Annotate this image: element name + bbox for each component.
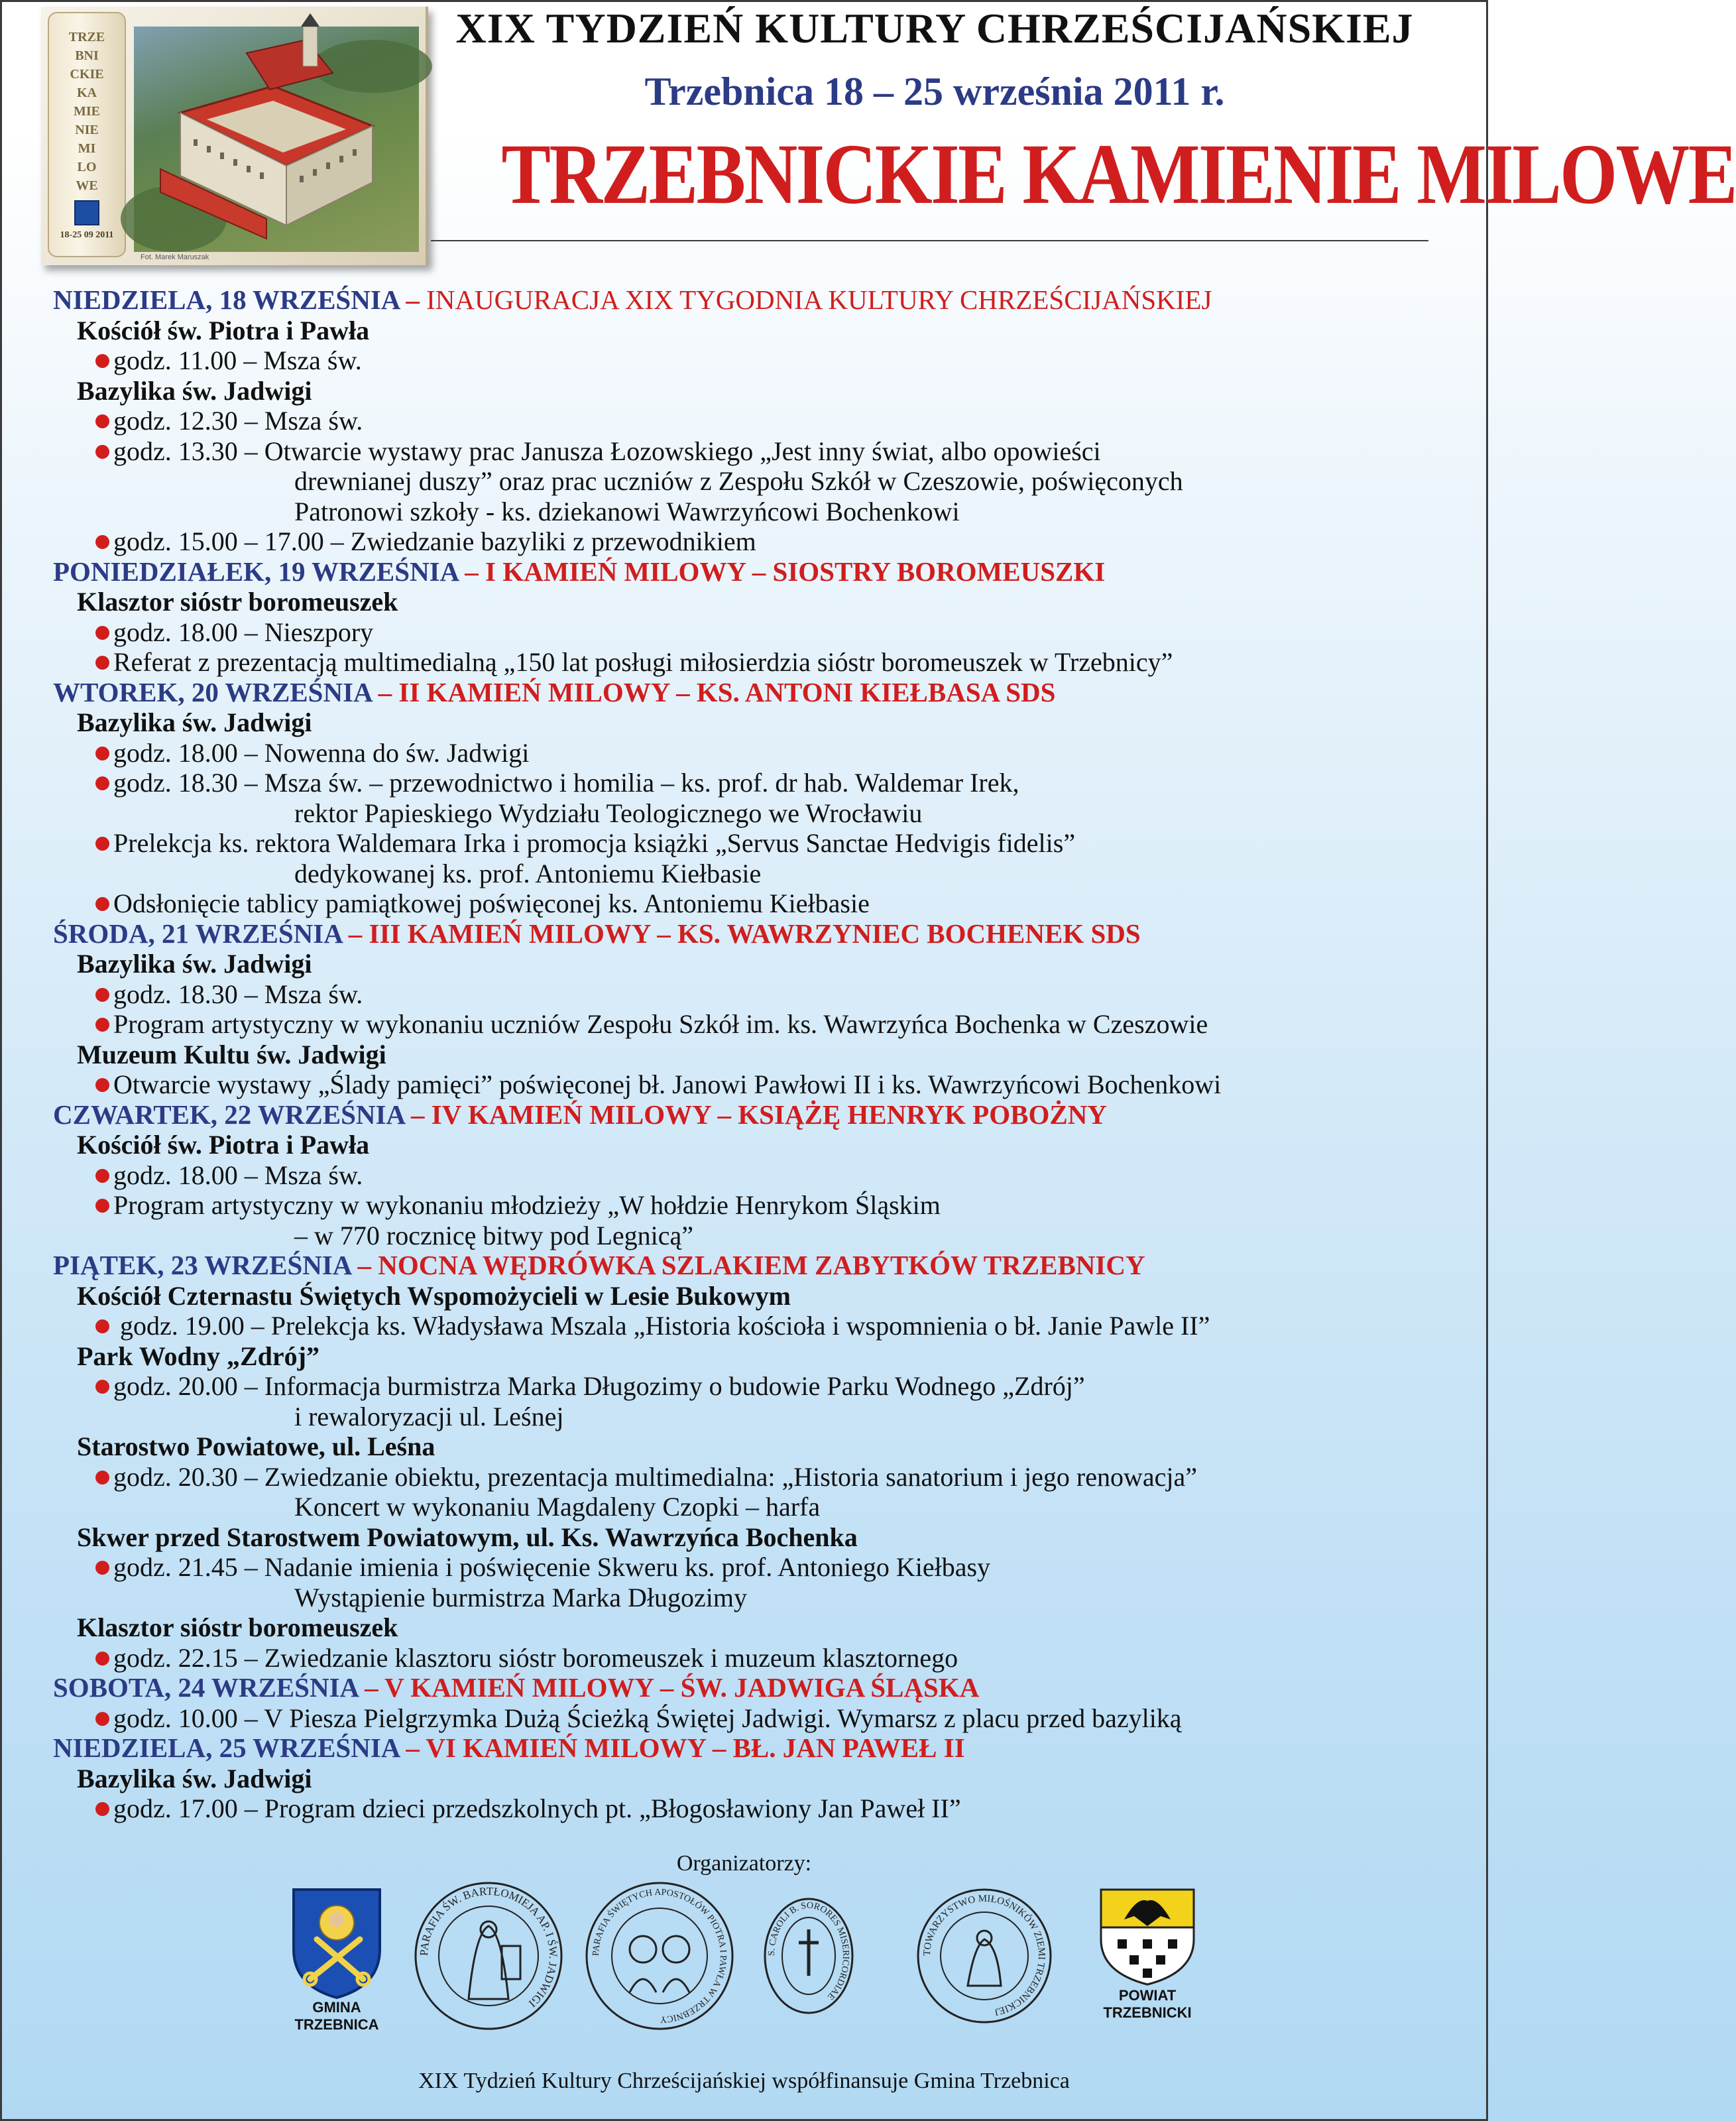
program-item bbox=[53, 979, 1458, 1010]
sorores-seal bbox=[762, 1896, 855, 2019]
program-item bbox=[53, 345, 1458, 376]
program-item-text: godz. 20.30 – Zwiedzanie obiektu, prezentacja multimedialna: „Historia sanatorium i jego renowacja” bbox=[113, 1461, 1197, 1492]
program-item-text: godz. 18.00 – Nowenna do św. Jadwigi bbox=[113, 737, 530, 768]
seal-icon bbox=[583, 1880, 736, 2032]
program-item-text: Program artystyczny w wykonaniu młodzieży „W hołdzie Henrykom Śląskim bbox=[113, 1190, 941, 1220]
program-item bbox=[53, 1160, 1458, 1191]
bullet-icon bbox=[95, 1652, 109, 1666]
day-theme: NOCNA WĘDRÓWKA SZLAKIEM ZABYTKÓW TRZEBNICY bbox=[378, 1250, 1145, 1280]
program-item-continuation: Koncert w wykonaniu Magdaleny Czopki – harfa bbox=[294, 1492, 821, 1522]
program-item bbox=[53, 617, 1458, 648]
scroll-line: CKIE bbox=[70, 67, 104, 82]
day-separator: – bbox=[371, 676, 399, 707]
program-item-text: godz. 13.30 – Otwarcie wystawy prac Janusza Łozowskiego „Jest inny świat, albo opowieści bbox=[113, 436, 1101, 466]
program-day-header bbox=[53, 1733, 1458, 1764]
day-date: NIEDZIELA, 25 WRZEŚNIA bbox=[53, 1732, 400, 1763]
scroll-line: TRZE bbox=[68, 30, 105, 44]
program-item-text: godz. 10.00 – V Piesza Pielgrzymka Dużą Ścieżką Świętej Jadwigi. Wymarsz z placu przed bazyliką bbox=[113, 1703, 1182, 1733]
header-divider bbox=[431, 240, 1428, 241]
seal-icon bbox=[915, 1886, 1054, 2026]
coat-of-arms-icon bbox=[290, 1886, 383, 1999]
gmina-label-line: TRZEBNICA bbox=[294, 2016, 379, 2033]
program-item-text: godz. 15.00 – 17.00 – Zwiedzanie bazyliki z przewodnikiem bbox=[113, 526, 756, 556]
parafia-piotra-pawla-seal bbox=[583, 1880, 736, 2035]
bullet-icon bbox=[95, 1471, 109, 1485]
bullet-icon bbox=[95, 837, 109, 851]
program-venue: Kościół św. Piotra i Pawła bbox=[77, 1130, 370, 1160]
program-day-header bbox=[53, 1673, 1458, 1703]
program-venue: Muzeum Kultu św. Jadwigi bbox=[77, 1039, 386, 1069]
day-separator: – bbox=[351, 1250, 378, 1280]
day-theme: II KAMIEŃ MILOWY – KS. ANTONI KIEŁBASA SDS bbox=[398, 676, 1056, 707]
program-day-header bbox=[53, 919, 1458, 949]
svg-text:PARAFIA ŚWIĘTYCH APOSTOŁÓW PIO: PARAFIA ŚWIĘTYCH APOSTOŁÓW PIOTRA I PAWŁA W TRZEBNICY bbox=[591, 1887, 728, 2025]
program-item bbox=[53, 526, 1458, 557]
program-day-header bbox=[53, 1100, 1458, 1130]
gmina-label bbox=[277, 1999, 396, 2033]
program-item bbox=[53, 1793, 1458, 1824]
day-date: PONIEDZIAŁEK, 19 WRZEŚNIA bbox=[53, 556, 458, 587]
day-theme: VI KAMIEŃ MILOWY – BŁ. JAN PAWEŁ II bbox=[426, 1732, 965, 1763]
program-item bbox=[53, 1462, 1458, 1492]
svg-text:S. CAROLI B. SORORES MISERICOR: S. CAROLI B. SORORES MISERICORDIAE bbox=[766, 1900, 851, 2002]
bullet-icon bbox=[95, 1380, 109, 1394]
day-theme: V KAMIEŃ MILOWY – ŚW. JADWIGA ŚLĄSKA bbox=[384, 1672, 980, 1703]
day-separator: – bbox=[399, 284, 427, 315]
powiat-trzebnicki-logo bbox=[1098, 1886, 1197, 1989]
towarzystwo-seal bbox=[915, 1886, 1054, 2029]
program-item bbox=[53, 647, 1458, 678]
program-item bbox=[53, 1190, 1458, 1221]
program-item bbox=[53, 768, 1458, 798]
program-venue: Park Wodny „Zdrój” bbox=[77, 1341, 319, 1371]
program-venue: Bazylika św. Jadwigi bbox=[77, 949, 312, 979]
bullet-icon bbox=[95, 1319, 109, 1333]
day-theme: INAUGURACJA XIX TYGODNIA KULTURY CHRZEŚCIJAŃSKIEJ bbox=[426, 284, 1212, 315]
day-separator: – bbox=[357, 1672, 385, 1703]
program-venue: Starostwo Powiatowe, ul. Leśna bbox=[77, 1431, 435, 1461]
program-day-header bbox=[53, 678, 1458, 708]
powiat-label-line: POWIAT bbox=[1118, 1987, 1177, 2004]
scroll-line: BNI bbox=[75, 48, 99, 63]
event-title: XIX TYDZIEŃ KULTURY CHRZEŚCIJAŃSKIEJ bbox=[455, 5, 1414, 52]
program-item bbox=[53, 1009, 1458, 1040]
day-theme: IV KAMIEŃ MILOWY – KSIĄŻĘ HENRYK POBOŻNY bbox=[431, 1099, 1107, 1130]
bullet-icon bbox=[95, 988, 109, 1002]
program-item bbox=[53, 1552, 1458, 1583]
program-item-text: godz. 18.00 – Nieszpory bbox=[113, 617, 374, 647]
program-item-text: godz. 22.15 – Zwiedzanie klasztoru sióstr boromeuszek i muzeum klasztornego bbox=[113, 1642, 958, 1673]
program-item bbox=[53, 406, 1458, 436]
program-item-continuation: Wystąpienie burmistrza Marka Długozimy bbox=[294, 1582, 747, 1612]
program-item bbox=[53, 888, 1458, 919]
bullet-icon bbox=[95, 1561, 109, 1575]
day-date: CZWARTEK, 22 WRZEŚNIA bbox=[53, 1099, 404, 1130]
parafia-jadwigi-seal bbox=[412, 1880, 565, 2035]
program-day-header bbox=[53, 1250, 1458, 1281]
day-separator: – bbox=[457, 556, 485, 587]
organizers-logos bbox=[0, 1886, 1488, 2045]
scroll-line: MIE bbox=[74, 104, 100, 119]
program-day-header bbox=[53, 285, 1458, 316]
program-item-text: Referat z prezentacją multimedialną „150 lat posługi miłosierdzia sióstr boromeuszek w Trzebnicy” bbox=[113, 647, 1173, 677]
program-item bbox=[53, 828, 1458, 859]
program-venue: Kościół św. Piotra i Pawła bbox=[77, 315, 370, 345]
flag-icon bbox=[74, 200, 99, 225]
program-item bbox=[53, 738, 1458, 768]
organizers-label: Organizatorzy: bbox=[676, 1851, 812, 1876]
seal-icon bbox=[412, 1880, 565, 2032]
scroll-logo bbox=[48, 12, 126, 257]
program-item-continuation: Patronowi szkoły - ks. dziekanowi Wawrzyńcowi Bochenkowi bbox=[294, 496, 960, 526]
bullet-icon bbox=[95, 1199, 109, 1213]
program-item-text: godz. 11.00 – Msza św. bbox=[113, 345, 362, 375]
day-date: SOBOTA, 24 WRZEŚNIA bbox=[53, 1672, 358, 1703]
footer-note: XIX Tydzień Kultury Chrześcijańskiej współfinansuje Gmina Trzebnica bbox=[418, 2069, 1070, 2093]
day-date: WTOREK, 20 WRZEŚNIA bbox=[53, 676, 372, 707]
event-dates: Trzebnica 18 – 25 września 2011 r. bbox=[644, 70, 1225, 113]
program-item-text: godz. 19.00 – Prelekcja ks. Władysława Mszala „Historia kościoła i wspomnienia o bł. Janie Pawle II” bbox=[113, 1311, 1210, 1341]
program-item-continuation: i rewaloryzacji ul. Leśnej bbox=[294, 1401, 564, 1431]
bullet-icon bbox=[95, 1018, 109, 1032]
bullet-icon bbox=[95, 445, 109, 459]
program-item-text: Odsłonięcie tablicy pamiątkowej poświęconej ks. Antoniemu Kiełbasie bbox=[113, 888, 870, 918]
program-item-text: godz. 12.30 – Msza św. bbox=[113, 406, 363, 436]
program-item-text: Prelekcja ks. rektora Waldemara Irka i promocja książki „Servus Sanctae Hedvigis fidelis” bbox=[113, 828, 1076, 858]
bullet-icon bbox=[95, 897, 109, 911]
program-venue: Klasztor sióstr boromeuszek bbox=[77, 587, 398, 617]
program-item-text: godz. 17.00 – Program dzieci przedszkolnych pt. „Błogosławiony Jan Paweł II” bbox=[113, 1793, 961, 1823]
header-emblem bbox=[41, 7, 428, 265]
bullet-icon bbox=[95, 656, 109, 670]
bullet-icon bbox=[95, 535, 109, 549]
powiat-label bbox=[1088, 1987, 1207, 2022]
powiat-label-line: TRZEBNICKI bbox=[1103, 2004, 1192, 2021]
event-motto: TRZEBNICKIE KAMIENIE MILOWE bbox=[501, 127, 1736, 222]
bullet-icon bbox=[95, 414, 109, 428]
day-theme: I KAMIEŃ MILOWY – SIOSTRY BOROMEUSZKI bbox=[485, 556, 1106, 587]
program-item bbox=[53, 1069, 1458, 1100]
photo-caption: Fot. Marek Maruszak bbox=[141, 253, 209, 261]
program-venue: Bazylika św. Jadwigi bbox=[77, 1763, 312, 1793]
day-date: ŚRODA, 21 WRZEŚNIA bbox=[53, 918, 342, 949]
program-item-continuation: drewnianej duszy” oraz prac uczniów z Zespołu Szkół w Czeszowie, poświęconych bbox=[294, 466, 1183, 496]
coat-of-arms-icon bbox=[1098, 1886, 1197, 1986]
program-item-continuation: – w 770 rocznicę bitwy pod Legnicą” bbox=[294, 1220, 694, 1250]
bullet-icon bbox=[95, 354, 109, 368]
gmina-label-line: GMINA bbox=[312, 1999, 361, 2016]
bullet-icon bbox=[95, 626, 109, 640]
program-item bbox=[53, 1311, 1458, 1341]
program-venue: Skwer przed Starostwem Powiatowym, ul. Ks. Wawrzyńca Bochenka bbox=[77, 1522, 858, 1552]
bullet-icon bbox=[95, 1169, 109, 1183]
program-venue: Klasztor sióstr boromeuszek bbox=[77, 1612, 398, 1642]
program-item-text: godz. 20.00 – Informacja burmistrza Marka Długozimy o budowie Parku Wodnego „Zdrój” bbox=[113, 1371, 1085, 1401]
day-date: NIEDZIELA, 18 WRZEŚNIA bbox=[53, 284, 400, 315]
program-item-text: Program artystyczny w wykonaniu uczniów Zespołu Szkół im. ks. Wawrzyńca Bochenka w Czeszowie bbox=[113, 1009, 1208, 1039]
program-item bbox=[53, 1371, 1458, 1402]
program-venue: Bazylika św. Jadwigi bbox=[77, 707, 312, 737]
bullet-icon bbox=[95, 1078, 109, 1092]
program-day-header bbox=[53, 557, 1458, 587]
day-separator: – bbox=[399, 1732, 426, 1763]
program-item bbox=[53, 1703, 1458, 1734]
bullet-icon bbox=[95, 776, 109, 790]
scroll-line: WE bbox=[76, 178, 98, 193]
svg-text:TOWARZYSTWO MIŁOŚNIKÓW ZIEMI T: TOWARZYSTWO MIŁOŚNIKÓW ZIEMI TRZEBNICKIEJ bbox=[921, 1893, 1047, 2018]
seal-icon bbox=[762, 1896, 855, 2016]
program-item-text: godz. 18.30 – Msza św. – przewodnictwo i homilia – ks. prof. dr hab. Waldemar Irek, bbox=[113, 768, 1019, 798]
program-item-text: godz. 21.45 – Nadanie imienia i poświęcenie Skweru ks. prof. Antoniego Kiełbasy bbox=[113, 1552, 991, 1582]
day-theme: III KAMIEŃ MILOWY – KS. WAWRZYNIEC BOCHENEK SDS bbox=[369, 918, 1141, 949]
day-separator: – bbox=[341, 918, 369, 949]
program-item bbox=[53, 436, 1458, 467]
program-list bbox=[53, 285, 1458, 1824]
program-item-text: godz. 18.30 – Msza św. bbox=[113, 979, 363, 1009]
program-item bbox=[53, 1643, 1458, 1673]
scroll-line: LO bbox=[77, 160, 97, 174]
day-date: PIĄTEK, 23 WRZEŚNIA bbox=[53, 1250, 351, 1280]
program-venue: Bazylika św. Jadwigi bbox=[77, 375, 312, 406]
scroll-line: MI bbox=[78, 141, 96, 156]
program-venue: Kościół Czternastu Świętych Wspomożycieli w Lesie Bukowym bbox=[77, 1280, 791, 1311]
program-item-text: godz. 18.00 – Msza św. bbox=[113, 1160, 363, 1190]
scroll-line: NIE bbox=[75, 123, 99, 137]
bullet-icon bbox=[95, 1802, 109, 1816]
scroll-line: KA bbox=[77, 86, 97, 100]
day-separator: – bbox=[404, 1099, 432, 1130]
bullet-icon bbox=[95, 1712, 109, 1726]
svg-text:PARAFIA ŚW. BARTŁOMIEJA AP. I: PARAFIA ŚW. BARTŁOMIEJA AP. I ŚW. JADWIGI bbox=[417, 1884, 560, 2010]
program-item-text: Otwarcie wystawy „Ślady pamięci” poświęconej bł. Janowi Pawłowi II i ks. Wawrzyńcowi Bochenkowi bbox=[113, 1069, 1222, 1099]
scroll-dates: 18-25 09 2011 bbox=[60, 230, 114, 240]
program-item-continuation: dedykowanej ks. prof. Antoniemu Kiełbasie bbox=[294, 858, 762, 888]
gmina-trzebnica-logo bbox=[290, 1886, 383, 2002]
program-item-continuation: rektor Papieskiego Wydziału Teologicznego we Wrocławiu bbox=[294, 798, 923, 828]
bullet-icon bbox=[95, 747, 109, 760]
aerial-photo bbox=[134, 27, 419, 252]
